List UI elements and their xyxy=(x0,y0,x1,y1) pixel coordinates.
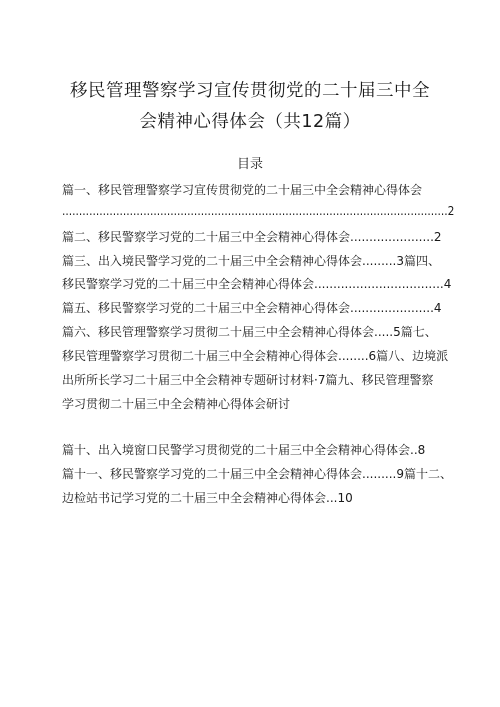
toc-line: 篇三、出入境民警学习党的二十届三中全会精神心得体会.........3篇四、 xyxy=(62,254,440,268)
toc-line: ..................................................................................................................2 xyxy=(62,204,455,218)
document-title-line-1: 移民管理警察学习宣传贯彻党的二十届三中全 xyxy=(70,81,430,101)
toc-line: 篇一、移民管理警察学习宣传贯彻党的二十届三中全会精神心得体会 xyxy=(62,183,423,197)
toc-line: 篇十一、移民警察学习党的二十届三中全会精神心得体会.........9篇十二、 xyxy=(62,467,452,481)
toc-line: 篇十、出入境窗口民警学习贯彻党的二十届三中全会精神心得体会..8 xyxy=(62,443,426,457)
toc-line: 边检站书记学习党的二十届三中全会精神心得体会...10 xyxy=(62,491,353,505)
toc-line: 篇二、移民警察学习党的二十届三中全会精神心得体会......................2 xyxy=(62,230,442,244)
toc-line: 学习贯彻二十届三中全会精神心得体会研讨 xyxy=(62,397,291,411)
toc-line: 移民警察学习党的二十届三中全会精神心得体会..................................4 xyxy=(62,277,452,291)
toc-heading: 目录 xyxy=(236,157,263,172)
toc-line: 移民管理警察学习贯彻二十届三中全会精神心得体会........6篇八、边境派 xyxy=(62,349,449,363)
document-title-line-2: 会精神心得体会（共12篇） xyxy=(139,112,361,132)
toc-line: 篇五、移民警察学习党的二十届三中全会精神心得体会......................4 xyxy=(62,301,442,315)
toc-line: 篇六、移民管理警察学习贯彻二十届三中全会精神心得体会.....5篇七、 xyxy=(62,325,437,339)
toc-line: 出所所长学习二十届三中全会精神专题研讨材料·7篇九、移民管理警察 xyxy=(62,373,434,387)
